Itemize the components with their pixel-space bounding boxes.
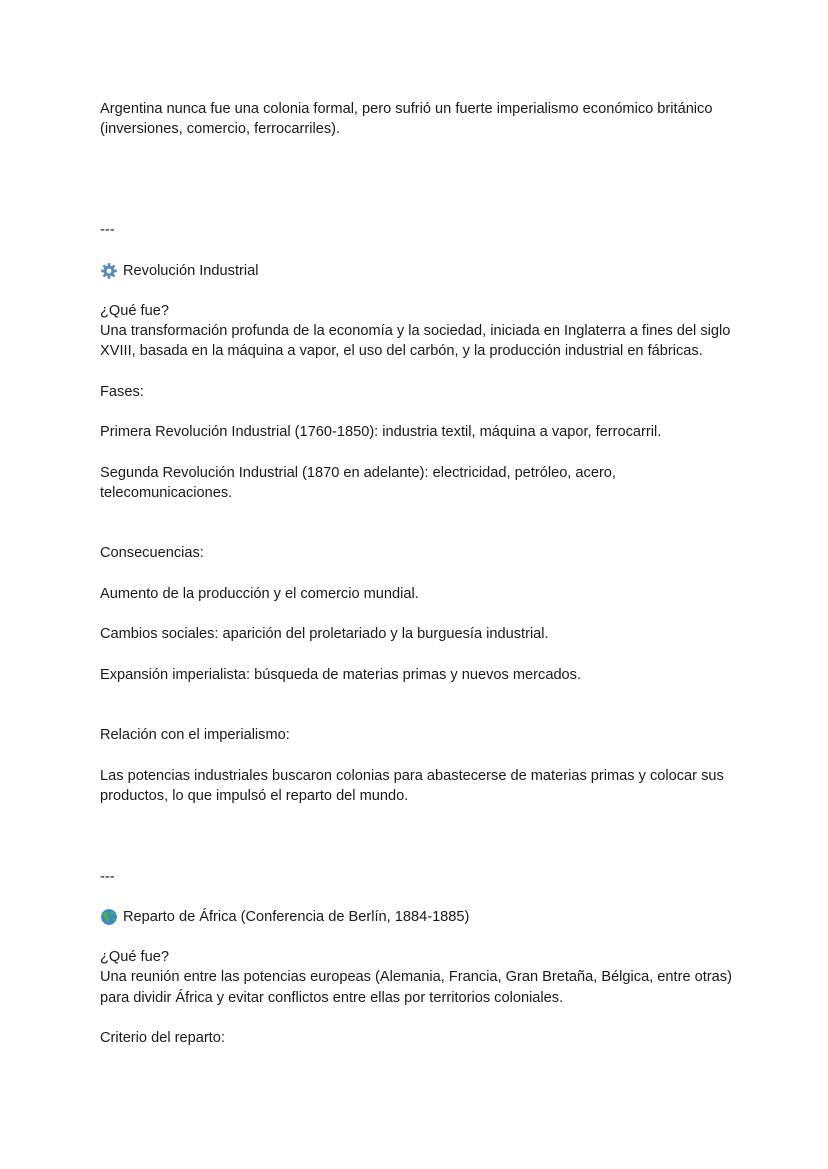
industrial-que-fue-label: ¿Qué fue? <box>100 302 169 319</box>
argentina-paragraph: Argentina nunca fue una colonia formal, pero sufrió un fuerte imperialismo económico británico (inversiones, comercio, ferrocarriles). <box>100 101 713 138</box>
africa-heading <box>100 907 740 927</box>
consecuencias-label: Consecuencias: <box>100 545 204 562</box>
fase-item: Segunda Revolución Industrial (1870 en adelante): electricidad, petróleo, acero, telecomunicaciones. <box>100 464 616 501</box>
industrial-title: Revolución Industrial <box>123 262 259 279</box>
industrial-heading <box>100 261 740 281</box>
separator: --- <box>100 868 115 885</box>
consecuencia-item: Cambios sociales: aparición del proletariado y la burguesía industrial. <box>100 626 549 643</box>
africa-que-fue-label: ¿Qué fue? <box>100 949 169 966</box>
relacion-label: Relación con el imperialismo: <box>100 727 290 744</box>
africa-title: Reparto de África (Conferencia de Berlín, 1884-1885) <box>123 908 470 925</box>
globe-icon <box>100 908 118 926</box>
industrial-que-fue-text: Una transformación profunda de la economía y la sociedad, iniciada en Inglaterra a fines del siglo XVIII, basada en la máquina a vapor, el uso del carbón, y la producción industrial en fábricas. <box>100 323 731 360</box>
fase-item: Primera Revolución Industrial (1760-1850): industria textil, máquina a vapor, ferrocarril. <box>100 424 662 441</box>
separator: --- <box>100 222 115 239</box>
consecuencia-item: Aumento de la producción y el comercio mundial. <box>100 585 419 602</box>
criterio-label: Criterio del reparto: <box>100 1030 225 1047</box>
consecuencia-item: Expansión imperialista: búsqueda de materias primas y nuevos mercados. <box>100 666 582 683</box>
africa-que-fue-text: Una reunión entre las potencias europeas (Alemania, Francia, Gran Bretaña, Bélgica, entre otras) para dividir África y evitar conflictos entre ellas por territorios coloniales. <box>100 969 732 1006</box>
fases-label: Fases: <box>100 383 144 400</box>
document-page <box>100 99 740 1048</box>
gear-icon <box>100 262 118 280</box>
relacion-text: Las potencias industriales buscaron colonias para abastecerse de materias primas y colocar sus productos, lo que impulsó el reparto del mundo. <box>100 767 724 804</box>
